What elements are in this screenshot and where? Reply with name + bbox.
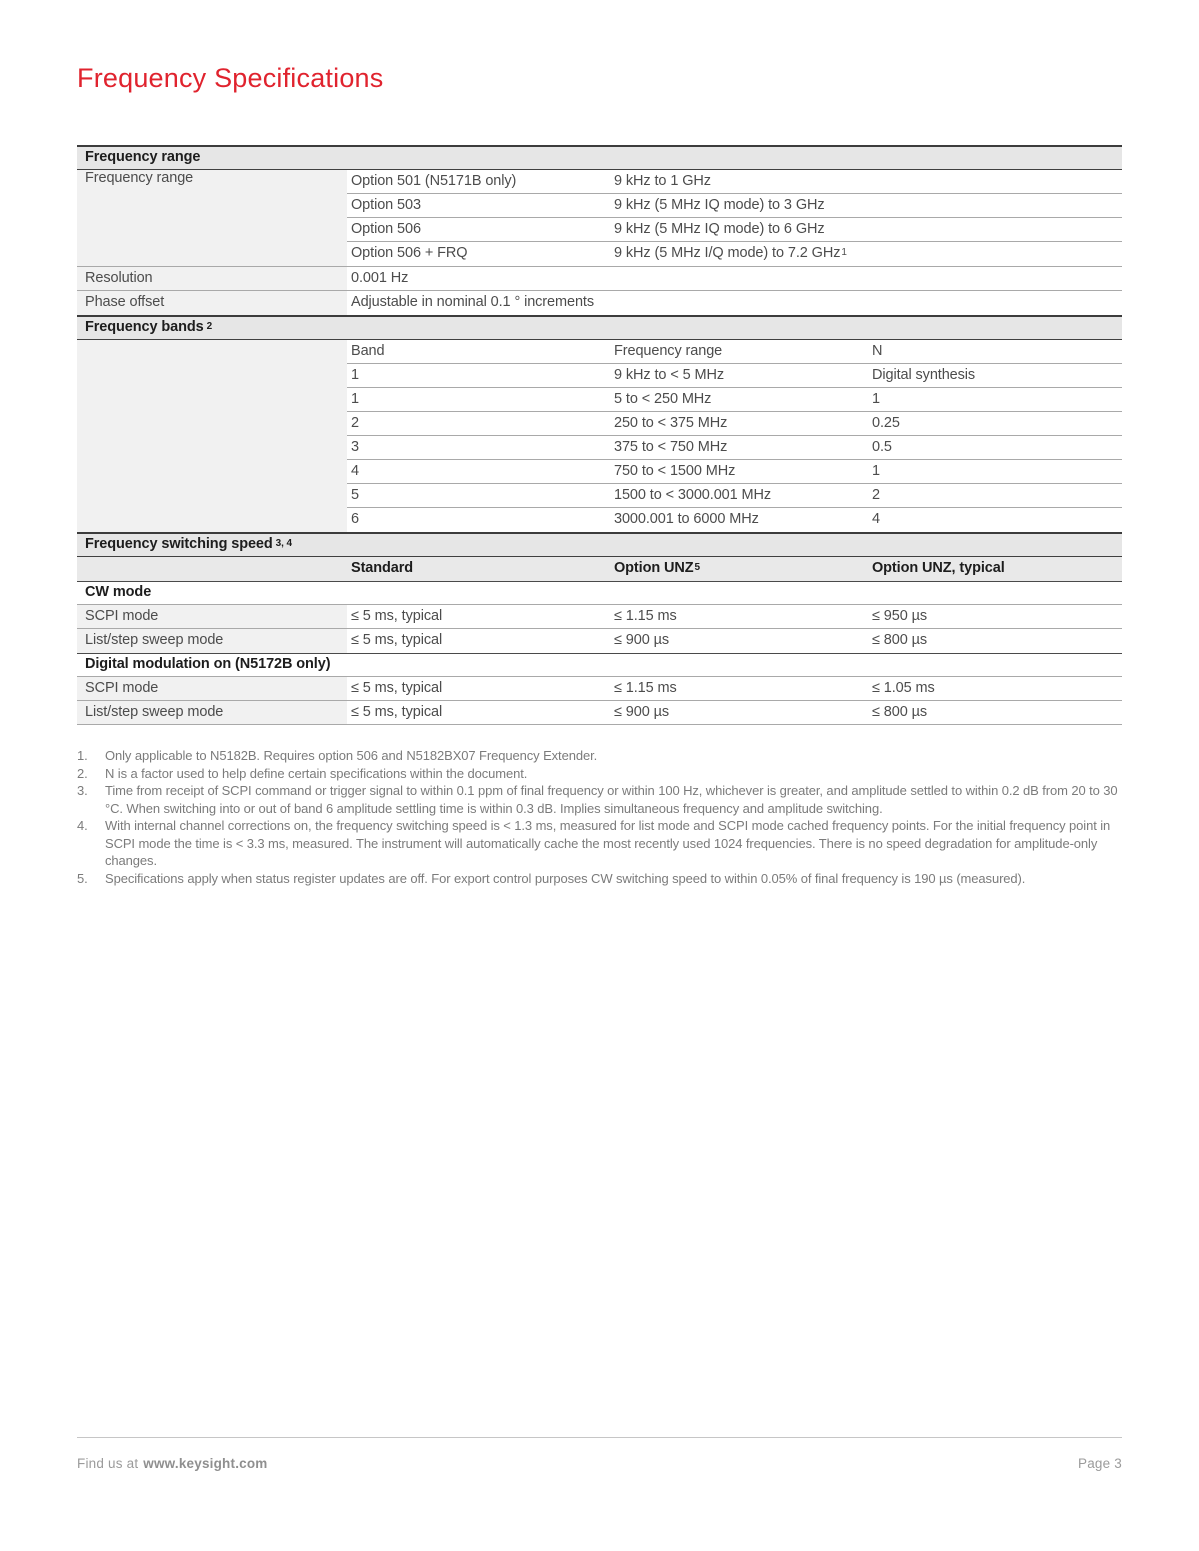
col-header-empty xyxy=(77,557,347,581)
row-label: Phase offset xyxy=(77,291,347,315)
cell-frequency-range: 3000.001 to 6000 MHz xyxy=(614,511,759,527)
col-header-option-unz-text: Option UNZ xyxy=(614,560,694,576)
cell-band: 4 xyxy=(351,463,359,479)
footer-divider xyxy=(77,1437,1122,1438)
cell-band: 1 xyxy=(351,391,359,407)
cell-option-unz-typical: ≤ 800 µs xyxy=(872,704,928,720)
footnote-ref: 1 xyxy=(841,247,847,258)
cell-n: Digital synthesis xyxy=(872,367,976,383)
col-header-n: N xyxy=(872,343,883,359)
cell-range-text: 9 kHz to 1 GHz xyxy=(614,173,711,189)
cell-frequency-range: 375 to < 750 MHz xyxy=(614,439,728,455)
cell-option: Option 503 xyxy=(351,197,421,213)
footnote-number: 4. xyxy=(77,818,88,833)
row-label-empty xyxy=(77,340,347,532)
cell-n: 4 xyxy=(872,511,880,527)
table-row xyxy=(347,436,1122,460)
frequency-bands-rows xyxy=(347,340,1122,532)
subheader-digital-modulation: Digital modulation on (N5172B only) xyxy=(77,653,1122,677)
footer-row xyxy=(77,1456,1122,1471)
col-header-option-unz-typical: Option UNZ, typical xyxy=(872,560,1005,576)
page-title: Frequency Specifications xyxy=(77,63,384,93)
cell-value: 0.001 Hz xyxy=(351,270,409,286)
footnote-ref: 2 xyxy=(206,321,213,332)
row-label: SCPI mode xyxy=(77,605,347,628)
cell-range-text: 9 kHz (5 MHz IQ mode) to 3 GHz xyxy=(614,197,825,213)
page-content xyxy=(77,0,1122,887)
footer-find-us xyxy=(77,1456,268,1471)
cell-frequency-range: 1500 to < 3000.001 MHz xyxy=(614,487,772,503)
footnotes-list xyxy=(77,747,1122,887)
table-column-header-row xyxy=(347,340,1122,364)
row-label: List/step sweep mode xyxy=(77,701,347,724)
cell-n: 0.5 xyxy=(872,439,892,455)
cell-standard: ≤ 5 ms, typical xyxy=(351,632,443,648)
cell-range-text: 9 kHz (5 MHz I/Q mode) to 7.2 GHz xyxy=(614,245,841,261)
page-footer xyxy=(77,1437,1122,1471)
section-title: Frequency switching speed xyxy=(85,536,273,552)
cell-value: Adjustable in nominal 0.1 ° increments xyxy=(351,294,594,310)
section-title: Frequency range xyxy=(85,149,201,165)
table-row xyxy=(347,508,1122,532)
cell-option-unz-typical: ≤ 800 µs xyxy=(872,632,928,648)
table-row-resolution xyxy=(77,267,1122,291)
frequency-bands-group-row xyxy=(77,340,1122,532)
table-row xyxy=(347,242,1122,266)
cell-frequency-range: 750 to < 1500 MHz xyxy=(614,463,736,479)
footnote-ref: 3, 4 xyxy=(275,538,292,549)
row-label: List/step sweep mode xyxy=(77,629,347,653)
table-row-list-step-sweep-mode xyxy=(77,701,1122,725)
switching-speed-column-header-row xyxy=(77,557,1122,581)
cell-standard: ≤ 5 ms, typical xyxy=(351,608,443,624)
frequency-spec-table xyxy=(77,145,1122,725)
table-row xyxy=(347,218,1122,242)
cell-option-unz: ≤ 1.15 ms xyxy=(614,608,677,624)
cell-option: Option 501 (N5171B only) xyxy=(351,173,517,189)
cell-option: Option 506 + FRQ xyxy=(351,245,468,261)
footnote-number: 5. xyxy=(77,870,88,886)
cell-frequency-range: 250 to < 375 MHz xyxy=(614,415,728,431)
cell-range xyxy=(610,218,1122,241)
section-title: Frequency bands xyxy=(85,319,204,335)
frequency-range-option-rows xyxy=(347,170,1122,266)
cell-n: 1 xyxy=(872,463,880,479)
cell-range xyxy=(610,242,1122,266)
row-label: Resolution xyxy=(77,267,347,290)
footnote-5 xyxy=(77,870,1122,888)
table-row xyxy=(347,412,1122,436)
cell-option-unz: ≤ 1.15 ms xyxy=(614,680,677,696)
table-row-scpi-mode xyxy=(77,677,1122,701)
cell-band: 1 xyxy=(351,367,359,383)
cell-option-unz: ≤ 900 µs xyxy=(614,704,670,720)
cell-band: 6 xyxy=(351,511,359,527)
row-label: SCPI mode xyxy=(77,677,347,700)
cell-standard: ≤ 5 ms, typical xyxy=(351,704,443,720)
cell-option-unz-typical: ≤ 950 µs xyxy=(872,608,928,624)
cell-n: 2 xyxy=(872,487,880,503)
footnote-text: Only applicable to N5182B. Requires option 506 and N5182BX07 Frequency Extender. xyxy=(105,748,598,763)
row-label: Frequency range xyxy=(77,170,347,266)
table-row xyxy=(347,460,1122,484)
table-row xyxy=(347,194,1122,218)
footnote-text: With internal channel corrections on, the frequency switching speed is < 1.3 ms, measured for list mode and SCPI mode cached frequency points. For the initial frequency point in SCPI mode the time is < 3.3 ms, measured. The instrument will automatically cache the most recently used 1024 frequencies. There is no speed degradation for amplitude-only changes. xyxy=(105,818,1111,868)
footnote-number: 3. xyxy=(77,783,88,798)
subheader-cw-mode: CW mode xyxy=(77,581,1122,605)
keysight-website-link[interactable]: www.keysight.com xyxy=(143,1456,268,1471)
section-header-frequency-bands xyxy=(77,315,1122,340)
cell-band: 2 xyxy=(351,415,359,431)
col-header-frequency-range: Frequency range xyxy=(614,343,723,359)
cell-option-unz: ≤ 900 µs xyxy=(614,632,670,648)
table-row xyxy=(347,364,1122,388)
table-row xyxy=(347,484,1122,508)
col-header-option-unz xyxy=(610,557,868,581)
cell-range xyxy=(610,194,1122,217)
cell-range-text: 9 kHz (5 MHz IQ mode) to 6 GHz xyxy=(614,221,825,237)
cell-range xyxy=(610,170,1122,193)
frequency-range-group-row xyxy=(77,170,1122,267)
footnote-3 xyxy=(77,782,1122,817)
section-header-frequency-range xyxy=(77,145,1122,170)
footnote-1 xyxy=(77,747,1122,765)
footnote-ref: 5 xyxy=(694,562,701,573)
page-number: Page 3 xyxy=(1078,1456,1122,1471)
footnote-text: Time from receipt of SCPI command or trigger signal to within 0.1 ppm of final frequency or within 100 Hz, whichever is greater, and amplitude settled to within 0.2 dB from 20 to 30 °C. When switching into or out of band 6 amplitude settling time is within 0.3 dB. Implies simultaneous frequency and amplitude switching. xyxy=(105,783,1118,816)
footnote-4 xyxy=(77,817,1122,870)
cell-option-unz-typical: ≤ 1.05 ms xyxy=(872,680,935,696)
footnote-number: 2. xyxy=(77,765,88,781)
footnote-text: Specifications apply when status register updates are off. For export control purposes CW switching speed to within 0.05% of final frequency is 190 µs (measured). xyxy=(105,870,1026,886)
table-row xyxy=(347,170,1122,194)
cell-frequency-range: 9 kHz to < 5 MHz xyxy=(614,367,725,383)
cell-n: 1 xyxy=(872,391,880,407)
cell-option: Option 506 xyxy=(351,221,421,237)
table-row-scpi-mode xyxy=(77,605,1122,629)
cell-frequency-range: 5 to < 250 MHz xyxy=(614,391,712,407)
footer-find-us-text: Find us at xyxy=(77,1456,139,1471)
cell-standard: ≤ 5 ms, typical xyxy=(351,680,443,696)
col-header-band: Band xyxy=(351,343,385,359)
table-row-phase-offset xyxy=(77,291,1122,315)
col-header-standard: Standard xyxy=(351,560,414,576)
section-header-frequency-switching-speed xyxy=(77,532,1122,557)
cell-n: 0.25 xyxy=(872,415,900,431)
footnote-number: 1. xyxy=(77,748,88,763)
footnote-2 xyxy=(77,765,1122,783)
cell-band: 3 xyxy=(351,439,359,455)
table-row xyxy=(347,388,1122,412)
cell-band: 5 xyxy=(351,487,359,503)
footnote-text: N is a factor used to help define certain specifications within the document. xyxy=(105,765,528,781)
table-row-list-step-sweep-mode xyxy=(77,629,1122,653)
